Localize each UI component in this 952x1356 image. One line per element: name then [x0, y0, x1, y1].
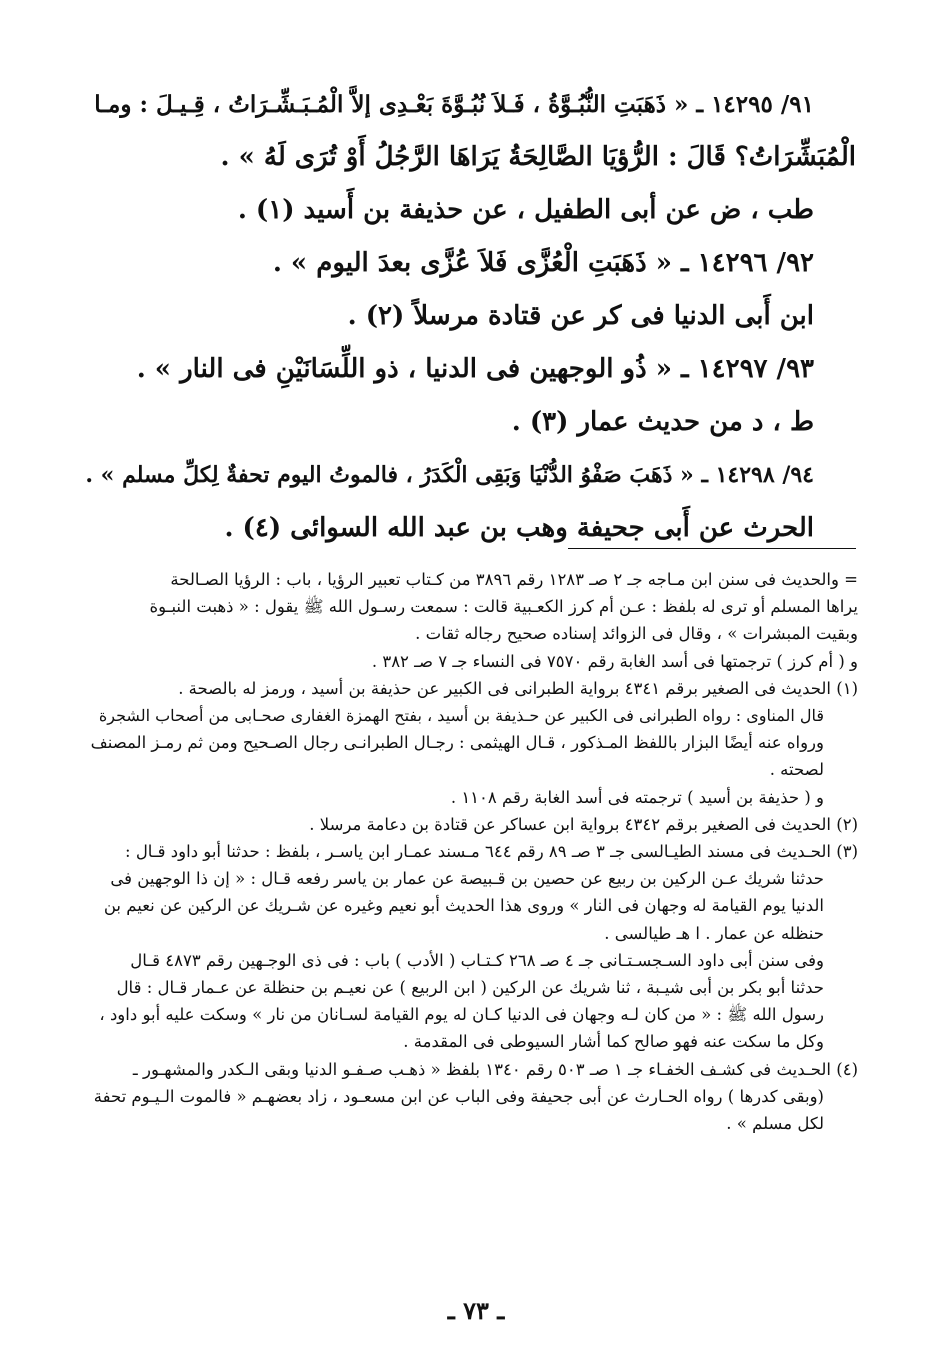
footnote-line: لصحته .: [769, 760, 824, 780]
footnote-line: وفى سنن أبى داود السـجسـتـانى جـ ٤ صـ ٢٦٨ كـتـاب ( الأدب ) باب : فى ذى الوجـهين رقم ٤٨٧٣ قـال: [130, 950, 824, 970]
hadith-91-line-2: الْمُبَشِّرَاتُ؟ قَالَ : الرُّؤيَا الصَّالِحَةُ يَرَاهَا الرَّجُلُ أَوْ تُرَى لَهُ » .: [220, 142, 856, 172]
footnote-line: حدثنا شريك عـن الركين بن ربيع عن حصين بن قـبيصة عن عمار بن ياسر رفعه قـال : « إن ذا الوجهين فى: [110, 869, 824, 889]
hadith-92: ٩٢/ ١٤٢٩٦ ـ « ذَهَبَتِ الْعُزَّى فَلاَ عُزَّى بعدَ اليوم » .: [272, 248, 814, 278]
source-92: ابن أَبى الدنيا فى كر عن قتادة مرسلاً (٢) .: [347, 301, 814, 331]
hadith-93: ٩٣/ ١٤٢٩٧ ـ « ذُو الوجهين فى الدنيا ، ذو اللِّسَانَيْنِ فى النار » .: [136, 354, 814, 384]
footnote-line: و ( حذيفة بن أسيد ) ترجمته فى أسد الغابة رقم ١١٠٨ .: [450, 787, 824, 807]
footnote-line: الدنيا يوم القيامة له وجهان فى النار » وروى هذا الحديث أبو نعيم وغيره عن شـريك عن الركين عن نعيم بن: [103, 896, 824, 916]
hadith-94: ٩٤/ ١٤٢٩٨ ـ « ذَهَبَ صَفْوُ الدُّنْيَا وَبَقِى الْكَدَرُ ، فالموتُ اليوم تحفةٌ لِكلِّ مسلم » .: [85, 462, 814, 488]
footnote-2: (٢) الحديث فى الصغير برقم ٤٣٤٢ برواية ابن عساكر عن قتادة بن دعامة مرسلا .: [309, 814, 858, 834]
footnote-line: (وبقى كدرها ) رواه الحـارث عن أبى جحيفة وفى الباب عن ابن مسعـود ، زاد بعضهـم « فالموت الـيـوم تحفة: [93, 1086, 824, 1106]
footnote-line: رسول الله ﷺ : « من كان لـه وجهان فى الدنيا كـان له يوم القيامة لسـانان من نار » وسكت عليه أبو داود ،: [99, 1005, 824, 1025]
source-91: طب ، ض عن أبى الطفيل ، عن حذيفة بن أَسيد (١) .: [237, 195, 814, 225]
footnote-line: وكل ما سكت عنه فهو صالح كما أشار السيوطى فى المقدمة .: [403, 1032, 824, 1052]
footnote-3: (٣) الحـديث فى مسند الطيـالسى جـ ٣ صـ ٨٩ رقم ٦٤٤ مـسند عمـار ابن ياسـر ، بلفظ : حدثنا أبو داود قـال :: [125, 842, 858, 862]
hadith-91-line-1: ٩١/ ١٤٢٩٥ ـ « ذَهَبَتِ النُّبُـوَّةُ ، فَـلاَ نُبُـوَّةَ بَعْـدِى إلاَّ الْمُـبَـشِّـرَاتُ ، قِـيـلَ : ومـا: [94, 91, 814, 118]
footnote-line: حدثنا أبو بكر بن أبى شيـبة ، ثنا شريك عن الركين ( ابن الربيع ) عن نعيـم بن حنظلة عن عـمار قـال : قال: [116, 978, 824, 998]
footnote-line: = والحديث فى سنن ابن مـاجه جـ ٢ صـ ١٢٨٣ رقم ٣٨٩٦ من كـتاب تعبير الرؤيا ، باب : الرؤيا الصـالحة: [170, 570, 858, 589]
footnote-line: قال المناوى : رواه الطبرانى فى الكبير عن حـذيفة بن أسيد ، بفتح الهمزة الغفارى صحـابى من أصحاب الشجرة: [98, 706, 824, 726]
page-number: ـ ٧٣ ـ: [447, 1296, 505, 1325]
footnote-4: (٤) الحـديث فى كشـف الخفـاء جـ ١ صـ ٥٠٣ رقم ١٣٤٠ بلفظ « ذهـب صـفـو الدنيا وبقى الـكدر والمشهـور ـ: [132, 1059, 858, 1079]
footnote-line: لكل مسلم » .: [726, 1114, 824, 1134]
footnote-line: وبقيت المبشرات » ، وقال فى الزوائد إسناده صحيح رجاله ثقات .: [415, 624, 858, 644]
footnote-divider: [568, 548, 856, 549]
main-text: [86, 78, 856, 555]
footnote-line: حنظله عن عمار . ا هـ طيالسى .: [604, 923, 824, 943]
source-93: ط ، د من حديث عمار (٣) .: [511, 407, 814, 437]
footnote-line: ورواه عنه أيضًا البزار باللفظ المـذكور ، قـال الهيثمى : رجـال الطبرانـى رجال الصـحيح ومن ثم رمـز المصنف: [90, 733, 824, 753]
footnotes: [83, 566, 858, 1137]
footnote-line: و ( أم كرز ) ترجمتها فى أسد الغابة رقم ٧٥٧٠ فى النساء جـ ٧ صـ ٣٨٢ .: [371, 651, 858, 671]
footnote-line: يراها المسلم أو ترى له بلفظ : عـن أم كرز الكعـبية قالت : سمعت رسـول الله ﷺ يقول : « ذهبت النبـوة: [149, 597, 858, 617]
source-94: الحرث عن أَبى جحيفة وهب بن عبد الله السوائى (٤) .: [224, 513, 814, 543]
footnote-1: (١) الحديث فى الصغير برقم ٤٣٤١ برواية الطبرانى فى الكبير عن حذيفة بن أسيد ، ورمز له بالصحة .: [178, 678, 858, 698]
